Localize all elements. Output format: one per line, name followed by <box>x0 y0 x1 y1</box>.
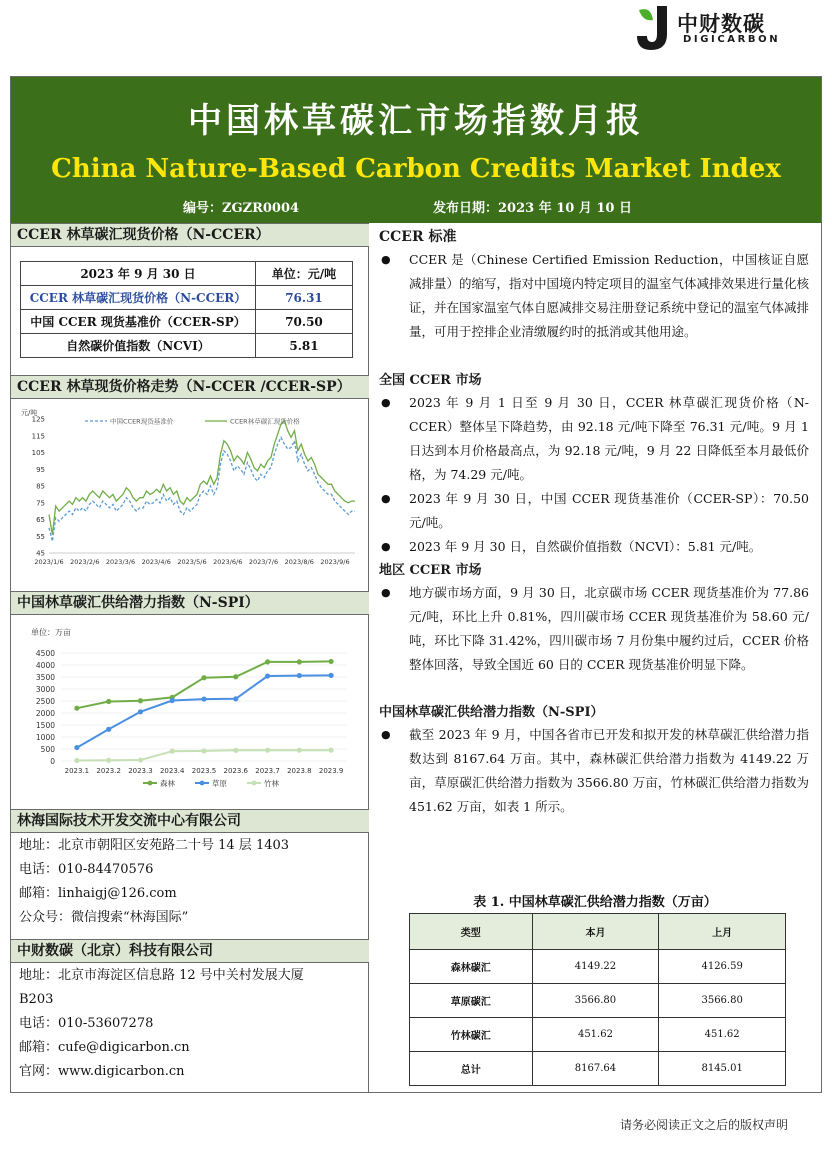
table-row <box>21 286 353 310</box>
national-bullet-2 <box>379 487 809 535</box>
bullet-dot: ● <box>381 728 391 741</box>
left-column <box>11 223 369 1092</box>
regional-text: 地方碳市场方面，9 月 30 日，北京碳市场 CCER 现货基准价为 77.86 元/吨，环比上升 0.81%，四川碳市场 CCER 现货基准价为 58.60 元/吨，环比下降 31.42%，四川碳市场 7 月份集中履约过后，CCER 价格整体回落，导致全国近 60 日的 CCER 现货基准价明显下降。 <box>409 585 809 672</box>
legend-label: 竹林 <box>264 779 279 788</box>
data-point <box>201 675 206 680</box>
row-this-month: 3566.80 <box>532 984 659 1018</box>
y-tick-label: 1000 <box>35 733 55 742</box>
x-tick-label: 2023/9/6 <box>320 558 350 566</box>
supply-potential-chart <box>15 621 355 793</box>
data-point <box>170 698 175 703</box>
x-tick-label: 2023.1 <box>64 767 90 775</box>
x-tick-label: 2023.7 <box>255 767 280 775</box>
regional-bullet <box>379 581 809 677</box>
x-tick-label: 2023.5 <box>191 767 217 775</box>
data-point <box>297 673 302 678</box>
x-tick-label: 2023/4/6 <box>141 558 171 566</box>
data-point <box>138 757 143 762</box>
data-point <box>201 748 206 753</box>
copyright-note: 请务必阅读正文之后的版权声明 <box>620 1118 789 1132</box>
price-label: CCER 林草碳汇现货价格（N-CCER） <box>21 286 256 310</box>
row-type: 草原碳汇 <box>410 984 533 1018</box>
regional-head: 地区 CCER 市场 <box>379 563 482 578</box>
price-table-unit: 单位：元/吨 <box>256 262 353 286</box>
row-type: 森林碳汇 <box>410 950 533 984</box>
y-tick-label: 4500 <box>35 649 55 658</box>
right-column <box>369 223 821 1092</box>
report-code: 编号：ZGZR0004 <box>183 201 300 216</box>
bullet-dot: ● <box>381 492 391 505</box>
org2-address: 地址：北京市海淀区信息路 12 号中关村发展大厦 <box>19 968 304 983</box>
x-tick-label: 2023.6 <box>223 767 249 775</box>
row-this-month: 4149.22 <box>532 950 659 984</box>
row-last-month: 8145.01 <box>659 1052 786 1086</box>
price-trend-chart <box>15 405 365 575</box>
bullet-dot: ● <box>381 396 391 409</box>
x-tick-label: 2023.4 <box>159 767 185 775</box>
data-point <box>106 758 111 763</box>
y-tick-label: 115 <box>31 432 45 441</box>
data-point <box>297 659 302 664</box>
org2-website: 官网：www.digicarbon.cn <box>19 1064 185 1079</box>
row-last-month: 451.62 <box>659 1018 786 1052</box>
price-value: 76.31 <box>256 286 353 310</box>
y-tick-label: 3000 <box>35 685 55 694</box>
table-header-row <box>410 914 786 950</box>
org1-wechat: 公众号：微信搜索“林海国际” <box>19 910 189 925</box>
row-this-month: 8167.64 <box>532 1052 659 1086</box>
price-table <box>20 261 353 358</box>
legend-label: CCER林草碳汇现货价格 <box>230 417 300 426</box>
report-frame <box>10 76 822 1093</box>
data-point <box>138 709 143 714</box>
table-row <box>410 950 786 984</box>
legend-label: 中国CCER现货基准价 <box>110 417 174 426</box>
table-row <box>410 1052 786 1086</box>
title-en: China Nature-Based Carbon Credits Market Index <box>51 154 781 184</box>
y-tick-label: 1500 <box>35 721 55 730</box>
data-point <box>329 748 334 753</box>
price-section-head: CCER 林草碳汇现货价格（N-CCER） <box>11 223 369 247</box>
national-bullet-3 <box>379 535 809 559</box>
org2-phone: 电话：010-53607278 <box>19 1016 154 1031</box>
price-table-date: 2023 年 9 月 30 日 <box>21 262 256 286</box>
y-tick-label: 500 <box>40 745 55 754</box>
series-line-2 <box>49 421 355 535</box>
price-value: 70.50 <box>256 310 353 334</box>
data-point <box>201 696 206 701</box>
org2-name: 中财数碳（北京）科技有限公司 <box>11 939 369 963</box>
row-this-month: 451.62 <box>532 1018 659 1052</box>
y-tick-label: 2000 <box>35 709 55 718</box>
legend-label: 草原 <box>212 779 227 788</box>
price-value: 5.81 <box>256 334 353 358</box>
y-tick-label: 2500 <box>35 697 55 706</box>
x-tick-label: 2023/5/6 <box>177 558 207 566</box>
data-point <box>233 674 238 679</box>
table-row <box>410 984 786 1018</box>
logo-en-text: DIGICARBON <box>683 34 781 45</box>
spi-head: 中国林草碳汇供给潜力指数（N-SPI） <box>379 705 604 720</box>
table-row <box>21 334 353 358</box>
data-point <box>265 659 270 664</box>
row-last-month: 3566.80 <box>659 984 786 1018</box>
data-point <box>329 673 334 678</box>
data-point <box>265 748 270 753</box>
y-axis-label: 元/吨 <box>21 409 38 417</box>
bullet-dot: ● <box>381 253 391 266</box>
bullet-dot: ● <box>381 540 391 553</box>
legend-label: 森林 <box>160 779 175 788</box>
data-point <box>74 745 79 750</box>
logo-cn-text: 中财数碳 <box>677 12 765 36</box>
y-tick-label: 0 <box>50 757 55 766</box>
col-header-this-month: 本月 <box>532 914 659 950</box>
y-axis-label: 单位：万亩 <box>31 628 71 637</box>
row-last-month: 4126.59 <box>659 950 786 984</box>
data-point <box>74 706 79 711</box>
table-row <box>410 1018 786 1052</box>
org2-address-room: B203 <box>19 992 54 1007</box>
data-point <box>106 699 111 704</box>
x-tick-label: 2023/7/6 <box>248 558 279 566</box>
x-tick-label: 2023.8 <box>287 767 312 775</box>
y-tick-label: 75 <box>36 499 45 508</box>
digicarbon-logo <box>633 4 793 54</box>
row-type: 总计 <box>410 1052 533 1086</box>
ccer-standard-text: CCER 是（Chinese Certified Emission Reduction，中国核证自愿减排量）的缩写，指对中国境内特定项目的温室气体减排效果进行量化核证，并在国家温室气体自愿减排交易注册登记系统中登记的温室气体减排量，可用于控排企业清缴履约时的抵消或其他用途。 <box>409 252 810 339</box>
row-type: 竹林碳汇 <box>410 1018 533 1052</box>
data-point <box>170 749 175 754</box>
publish-date: 发布日期：2023 年 10 月 10 日 <box>433 201 632 216</box>
x-tick-label: 2023/6/6 <box>213 558 243 566</box>
data-point <box>297 748 302 753</box>
x-tick-label: 2023/1/6 <box>34 558 64 566</box>
y-tick-label: 65 <box>36 516 45 524</box>
national-text-1: 2023 年 9 月 1 日至 9 月 30 日，CCER 林草碳汇现货价格（N-CCER）整体呈下降趋势，由 92.18 元/吨下降至 76.31 元/吨。9 月 1 日达到本月价格最高点，为 92.18 元/吨，9 月 22 日降低至本月最低价格，为 74.29 元/吨。 <box>409 395 809 482</box>
national-text-3: 2023 年 9 月 30 日，自然碳价值指数（NCVI）：5.81 元/吨。 <box>409 539 762 554</box>
national-head: 全国 CCER 市场 <box>379 373 482 388</box>
series-line-1 <box>49 437 355 541</box>
col-header-type: 类型 <box>410 914 533 950</box>
legend-marker <box>200 781 205 786</box>
legend-marker <box>148 781 153 786</box>
org1-name: 林海国际技术开发交流中心有限公司 <box>11 809 369 833</box>
org1-phone: 电话：010-84470576 <box>19 862 154 877</box>
table-caption: 表 1. 中国林草碳汇供给潜力指数（万亩） <box>473 895 717 910</box>
ccer-standard-head: CCER 标准 <box>379 229 457 245</box>
data-point <box>233 696 238 701</box>
banner <box>11 77 821 223</box>
x-tick-label: 2023.3 <box>128 767 153 775</box>
title-cn: 中国林草碳汇市场指数月报 <box>188 101 644 141</box>
data-point <box>106 727 111 732</box>
org2-email: 邮箱：cufe@digicarbon.cn <box>19 1040 190 1055</box>
price-label: 中国 CCER 现货基准价（CCER-SP） <box>21 310 256 334</box>
ccer-standard-bullet <box>379 248 809 344</box>
y-tick-label: 105 <box>31 449 45 457</box>
logo-mark-icon <box>633 4 673 52</box>
y-tick-label: 125 <box>31 415 45 424</box>
x-tick-label: 2023.2 <box>96 767 121 775</box>
supply-table <box>409 913 786 1086</box>
x-tick-label: 2023/3/6 <box>105 558 136 566</box>
y-tick-label: 3500 <box>35 673 55 682</box>
data-point <box>265 673 270 678</box>
y-tick-label: 4000 <box>35 661 55 670</box>
col-header-last-month: 上月 <box>659 914 786 950</box>
y-tick-label: 85 <box>36 482 45 491</box>
price-label: 自然碳价值指数（NCVI） <box>21 334 256 358</box>
data-point <box>233 748 238 753</box>
org1-email: 邮箱：linhaigj@126.com <box>19 886 177 901</box>
data-point <box>74 758 79 763</box>
bullet-dot: ● <box>381 586 391 599</box>
supply-section-head: 中国林草碳汇供给潜力指数（N-SPI） <box>11 591 369 615</box>
national-text-2: 2023 年 9 月 30 日，中国 CCER 现货基准价（CCER-SP）：70.50 元/吨。 <box>409 491 809 530</box>
table-row <box>21 310 353 334</box>
x-tick-label: 2023.9 <box>318 767 344 775</box>
legend-marker <box>252 781 257 786</box>
x-tick-label: 2023/2/6 <box>70 558 100 566</box>
spi-bullet <box>379 723 809 819</box>
y-tick-label: 95 <box>36 465 45 474</box>
spi-text: 截至 2023 年 9 月，中国各省市已开发和拟开发的林草碳汇供给潜力指数达到 8167.64 万亩。其中，森林碳汇供给潜力指数为 4149.22 万亩，草原碳汇供给潜力指数为 3566.80 万亩，竹林碳汇供给潜力指数为 451.62 万亩，如表 1 所示。 <box>409 727 809 814</box>
data-point <box>329 659 334 664</box>
trend-section-head: CCER 林草现货价格走势（N-CCER /CCER-SP） <box>11 375 369 399</box>
national-bullet-1 <box>379 391 809 487</box>
org1-address: 地址：北京市朝阳区安苑路二十号 14 层 1403 <box>19 838 290 853</box>
x-tick-label: 2023/8/6 <box>284 558 314 566</box>
y-tick-label: 45 <box>36 549 45 558</box>
y-tick-label: 55 <box>36 532 45 541</box>
data-point <box>138 698 143 703</box>
